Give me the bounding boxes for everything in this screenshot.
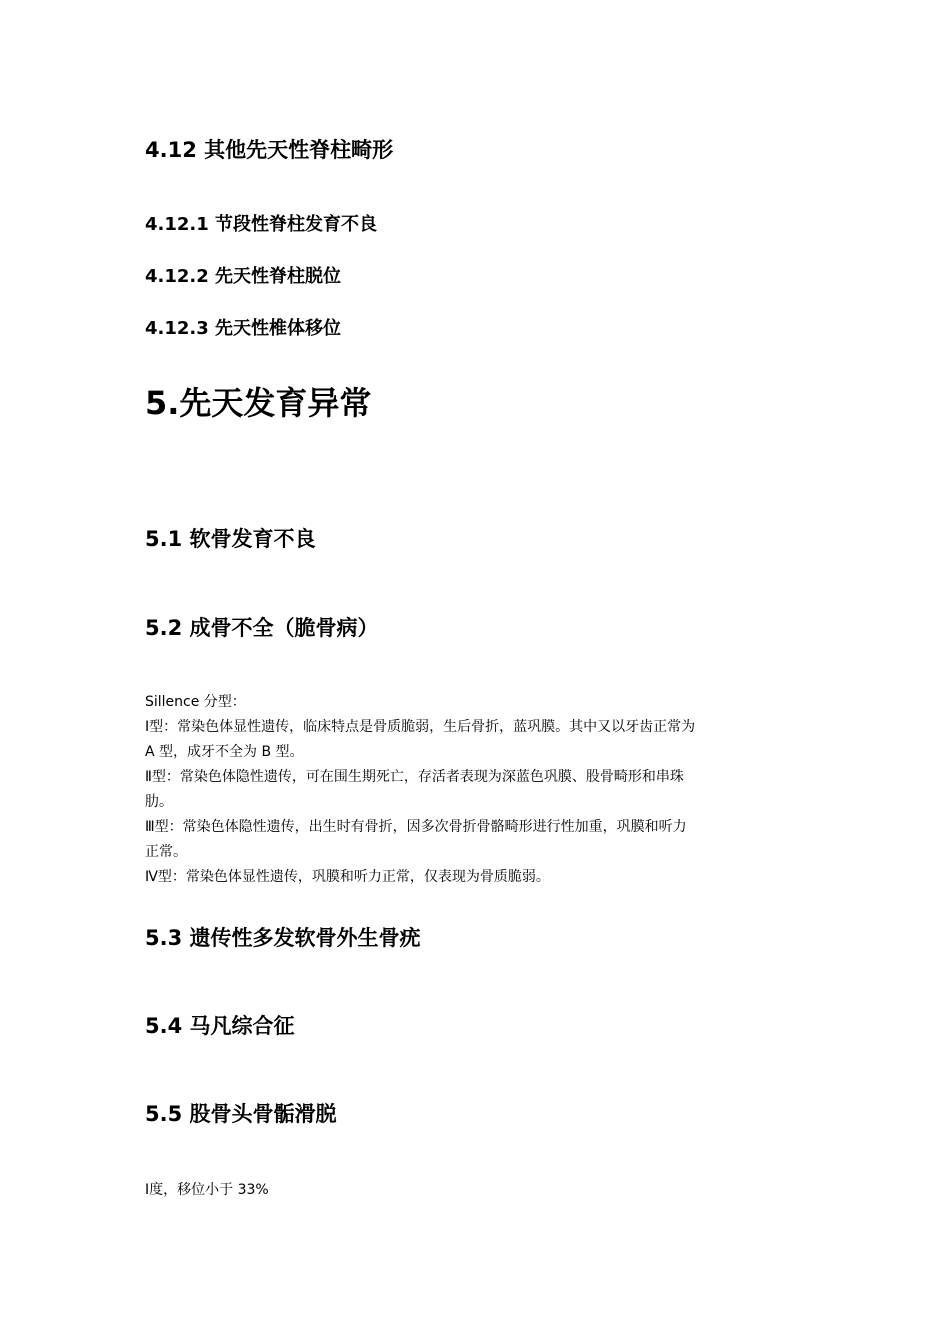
- sillence-type-1-line-1: Ⅰ型：常染色体显性遗传，临床特点是骨质脆弱，生后骨折，蓝巩膜。其中又以牙齿正常为: [145, 719, 696, 735]
- heading-5-4: 5.4 马凡综合征: [145, 1014, 295, 1038]
- heading-5-1: 5.1 软骨发育不良: [145, 527, 316, 551]
- heading-4-12-1: 4.12.1 节段性脊柱发育不良: [145, 214, 378, 235]
- heading-4-12-2: 4.12.2 先天性脊柱脱位: [145, 266, 342, 287]
- heading-5-3: 5.3 遗传性多发软骨外生骨疣: [145, 926, 421, 950]
- heading-4-12-3: 4.12.3 先天性椎体移位: [145, 318, 342, 339]
- grade-1-text: Ⅰ度，移位小于 33%: [145, 1182, 269, 1198]
- sillence-type-2-line-1: Ⅱ型：常染色体隐性遗传，可在围生期死亡，存活者表现为深蓝色巩膜、股骨畸形和串珠: [145, 769, 684, 785]
- heading-5-2: 5.2 成骨不全（脆骨病）: [145, 616, 379, 640]
- heading-5: 5.先天发育异常: [145, 384, 372, 422]
- sillence-type-3-line-2: 正常。: [145, 844, 187, 860]
- sillence-intro: Sillence 分型：: [145, 694, 246, 710]
- sillence-type-4: Ⅳ型：常染色体显性遗传，巩膜和听力正常，仅表现为骨质脆弱。: [145, 869, 550, 885]
- heading-5-5: 5.5 股骨头骨骺滑脱: [145, 1102, 337, 1126]
- sillence-type-3-line-1: Ⅲ型：常染色体隐性遗传，出生时有骨折，因多次骨折骨骼畸形进行性加重，巩膜和听力: [145, 819, 687, 835]
- sillence-type-2-line-2: 肋。: [145, 794, 173, 810]
- sillence-type-1-line-2: A 型，成牙不全为 B 型。: [145, 744, 304, 760]
- heading-4-12: 4.12 其他先天性脊柱畸形: [145, 138, 394, 162]
- sillence-classification: [145, 690, 807, 890]
